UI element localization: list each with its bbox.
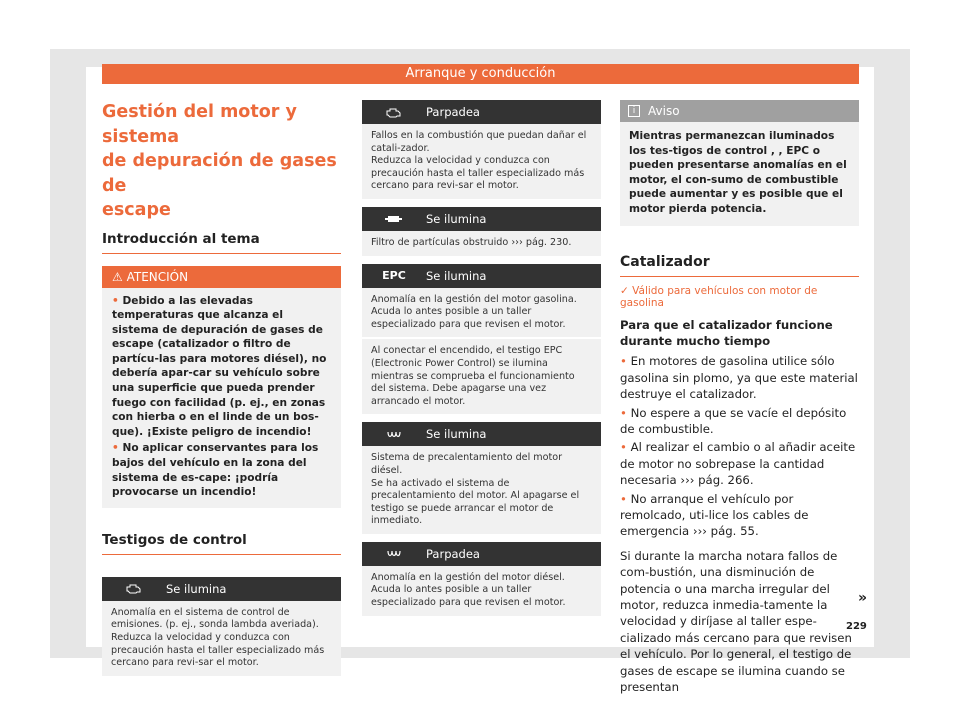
glow-plug-icon	[362, 547, 426, 560]
middle-column	[362, 100, 601, 624]
bullet-list	[620, 353, 859, 539]
continue-mark: »	[858, 590, 868, 606]
lamp-text: Sistema de precalentamiento del motor diésel. Se ha activado el sistema de precalentamiento del motor. Al apagarse el testigo se puede arrancar el motor de inmediato.	[371, 452, 580, 527]
warning-body	[102, 288, 341, 508]
lead-text: Para que el catalizador funcione durante mucho tiempo	[620, 317, 833, 348]
aviso-label: Aviso	[648, 104, 680, 118]
page-number: 229	[846, 621, 867, 632]
aviso-box	[620, 100, 859, 226]
lamp-state: Se ilumina	[426, 427, 487, 442]
check-icon: ✓	[620, 284, 629, 297]
lamp-box	[362, 207, 601, 256]
warning-label: ATENCIÓN	[126, 269, 189, 284]
lamp-state: Parpadea	[426, 546, 480, 561]
lamp-text: Anomalía en la gestión del motor diésel. Acuda lo antes posible a un taller especializado para que revisen el motor.	[371, 571, 566, 609]
info-icon: i	[628, 105, 640, 117]
epc-icon: EPC	[382, 269, 406, 283]
list-item: • En motores de gasolina utilice sólo gasolina sin plomo, ya que este material destruye el catalizador.	[620, 354, 858, 402]
list-item: • No arranque el vehículo por remolcado, uti-lice los cables de emergencia ››› pág. 55.	[620, 491, 809, 539]
warning-triangle-icon: ⚠	[112, 269, 123, 284]
lamp-box	[362, 100, 601, 199]
engine-icon	[362, 106, 426, 119]
lamp-state: Parpadea	[426, 105, 480, 119]
page-title	[102, 100, 341, 223]
warning-bullet: • Debido a las elevadas temperaturas que alcanza el sistema de depuración de gases de escape (catalizador o filtro de partícu-las para motores diésel), no debería apar-car su vehículo sobre una superficie que pueda prender fuego con facilidad (p. ej., en zonas con hierba o en el linde de un bos-que). ¡Existe peligro de incendio!	[112, 294, 327, 438]
validity-note: ✓ Válido para vehículos con motor de gasolina	[620, 284, 818, 309]
title-line: Gestión del motor y sistema	[102, 102, 297, 147]
warning-box	[102, 266, 341, 508]
lamp-state: Se ilumina	[166, 581, 227, 596]
lamp-header	[362, 100, 601, 124]
lamp-text: Anomalía en la gestión del motor gasolina. Acuda lo antes posible a un taller especializado para que revisen el motor.	[371, 293, 577, 330]
title-line: escape	[102, 200, 171, 220]
left-column	[102, 100, 341, 684]
section-title-testigos: Testigos de control	[102, 532, 341, 555]
chapter-header: Arranque y conducción	[102, 64, 859, 84]
lamp-state: Se ilumina	[426, 211, 487, 226]
list-item: • Al realizar el cambio o al añadir aceite de motor no sobrepase la cantidad necesaria ››› pág. 266.	[620, 440, 856, 488]
lamp-header	[362, 542, 601, 566]
body-paragraph: Si durante la marcha notara fallos de com-bustión, una disminución de potencia o una marcha irregular del motor, reduzca inmedia-tamente la velocidad y diríjase al taller espe-cializado más cercano para que revisen el vehículo. Por lo general, el testigo de gases de escape se ilumina cuando se presentan	[620, 548, 852, 695]
lamp-box	[362, 542, 601, 616]
lamp-header	[362, 264, 601, 288]
aviso-text: Mientras permanezcan iluminados los tes-tigos de control , , EPC o pueden presentarse anomalías en el motor, el con-sumo de combustible puede aumentar y es posible que el motor pierda potencia.	[629, 130, 847, 215]
lamp-box	[362, 422, 601, 534]
warning-bullet: • No aplicar conservantes para los bajos del vehículo en la zona del sistema de es-cape: ¡podría provocarse un incendio!	[112, 442, 319, 499]
aviso-header	[620, 100, 859, 122]
lamp-header	[362, 422, 601, 446]
section-title-catalizador: Catalizador	[620, 254, 859, 277]
particle-filter-icon	[362, 212, 426, 225]
lamp-text: Filtro de partículas obstruido ››› pág. 230.	[371, 236, 572, 248]
lamp-text: Fallos en la combustión que puedan dañar el catali-zador. Reduzca la velocidad y conduzca con precaución hasta el taller especializado más cercano para revi-sar el motor.	[371, 130, 587, 192]
right-column	[620, 100, 859, 696]
list-item: • No espere a que se vacíe el depósito de combustible.	[620, 405, 847, 436]
lamp-header	[362, 207, 601, 231]
lamp-box	[362, 264, 601, 415]
title-line: de depuración de gases de	[102, 151, 337, 196]
lamp-state: Se ilumina	[426, 268, 487, 283]
lamp-text: Al conectar el encendido, el testigo EPC (Electronic Power Control) se ilumina mientras se comprueba el funcionamiento del sistema. Debe apagarse una vez arrancado el motor.	[362, 337, 601, 414]
engine-icon	[102, 582, 166, 595]
lamp-text: Anomalía en el sistema de control de emisiones. (p. ej., sonda lambda averiada). Reduzca la velocidad y conduzca con precaución hasta el taller especializado más cercano para revi-sar el motor.	[111, 606, 325, 669]
lamp-header	[102, 577, 341, 601]
glow-plug-icon	[362, 428, 426, 441]
warning-header	[102, 266, 341, 288]
intro-subtitle: Introducción al tema	[102, 231, 341, 254]
lamp-box	[102, 577, 341, 676]
